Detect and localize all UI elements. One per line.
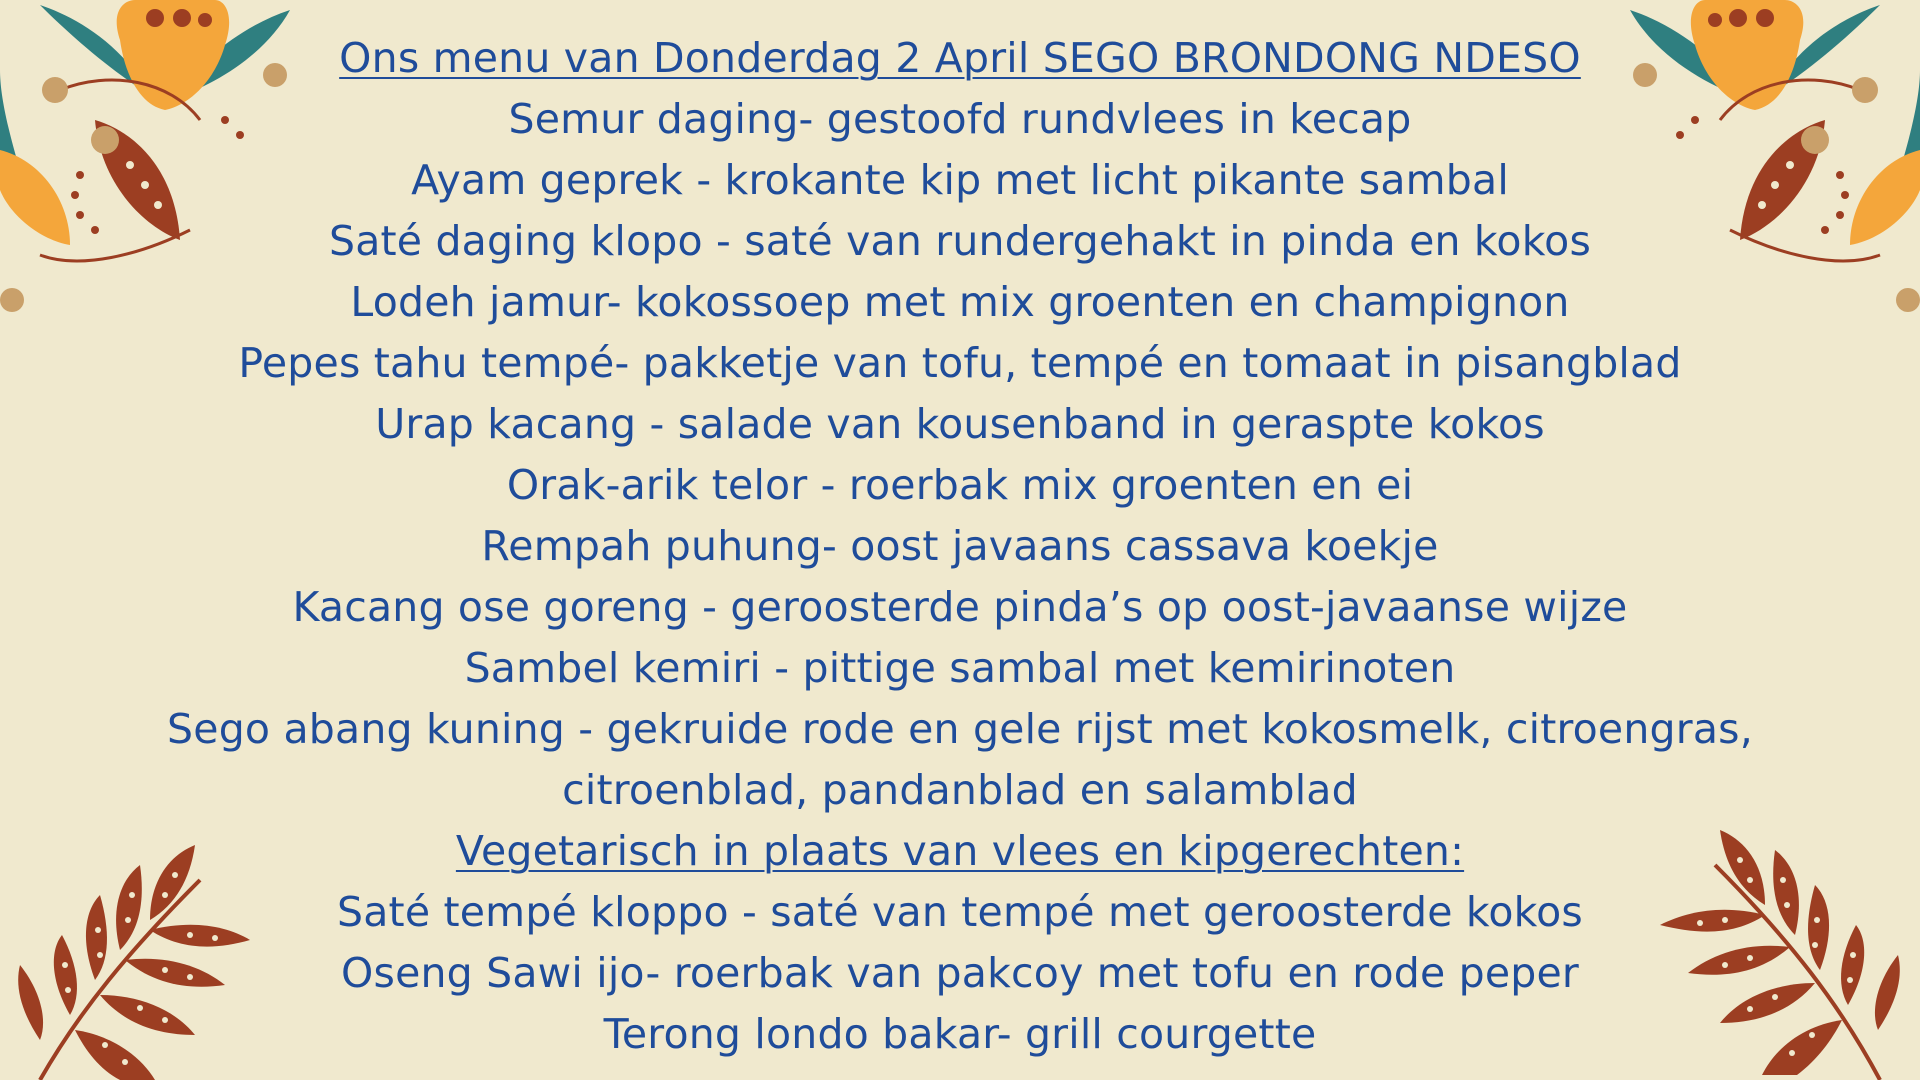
menu-item: Kacang ose goreng - geroosterde pinda’s op oost-javaanse wijze bbox=[292, 583, 1628, 631]
vegetarian-heading: Vegetarisch in plaats van vlees en kipgerechten: bbox=[455, 827, 1465, 875]
menu-item: Urap kacang - salade van kousenband in geraspte kokos bbox=[375, 400, 1545, 448]
vegetarian-item: Saté tempé kloppo - saté van tempé met geroosterde kokos bbox=[337, 888, 1583, 936]
menu-item: Rempah puhung- oost javaans cassava koekje bbox=[481, 522, 1439, 570]
menu-item: Ayam geprek - krokante kip met licht pikante sambal bbox=[411, 156, 1509, 204]
vegetarian-item: Oseng Sawi ijo- roerbak van pakcoy met tofu en rode peper bbox=[341, 949, 1579, 997]
menu-item: Lodeh jamur- kokossoep met mix groenten en champignon bbox=[350, 278, 1570, 326]
menu-item: Sego abang kuning - gekruide rode en gele rijst met kokosmelk, citroengras, bbox=[167, 705, 1753, 753]
menu-text-block bbox=[0, 28, 1920, 1065]
menu-item: Pepes tahu tempé- pakketje van tofu, tempé en tomaat in pisangblad bbox=[238, 339, 1682, 387]
menu-title: Ons menu van Donderdag 2 April SEGO BRONDONG NDESO bbox=[339, 34, 1581, 82]
menu-item: citroenblad, pandanblad en salamblad bbox=[562, 766, 1358, 814]
menu-item: Semur daging- gestoofd rundvlees in kecap bbox=[508, 95, 1412, 143]
menu-item: Sambel kemiri - pittige sambal met kemirinoten bbox=[464, 644, 1456, 692]
menu-item: Orak-arik telor - roerbak mix groenten en ei bbox=[506, 461, 1414, 509]
menu-item: Saté daging klopo - saté van rundergehakt in pinda en kokos bbox=[328, 217, 1592, 265]
vegetarian-item: Terong londo bakar- grill courgette bbox=[603, 1010, 1317, 1058]
